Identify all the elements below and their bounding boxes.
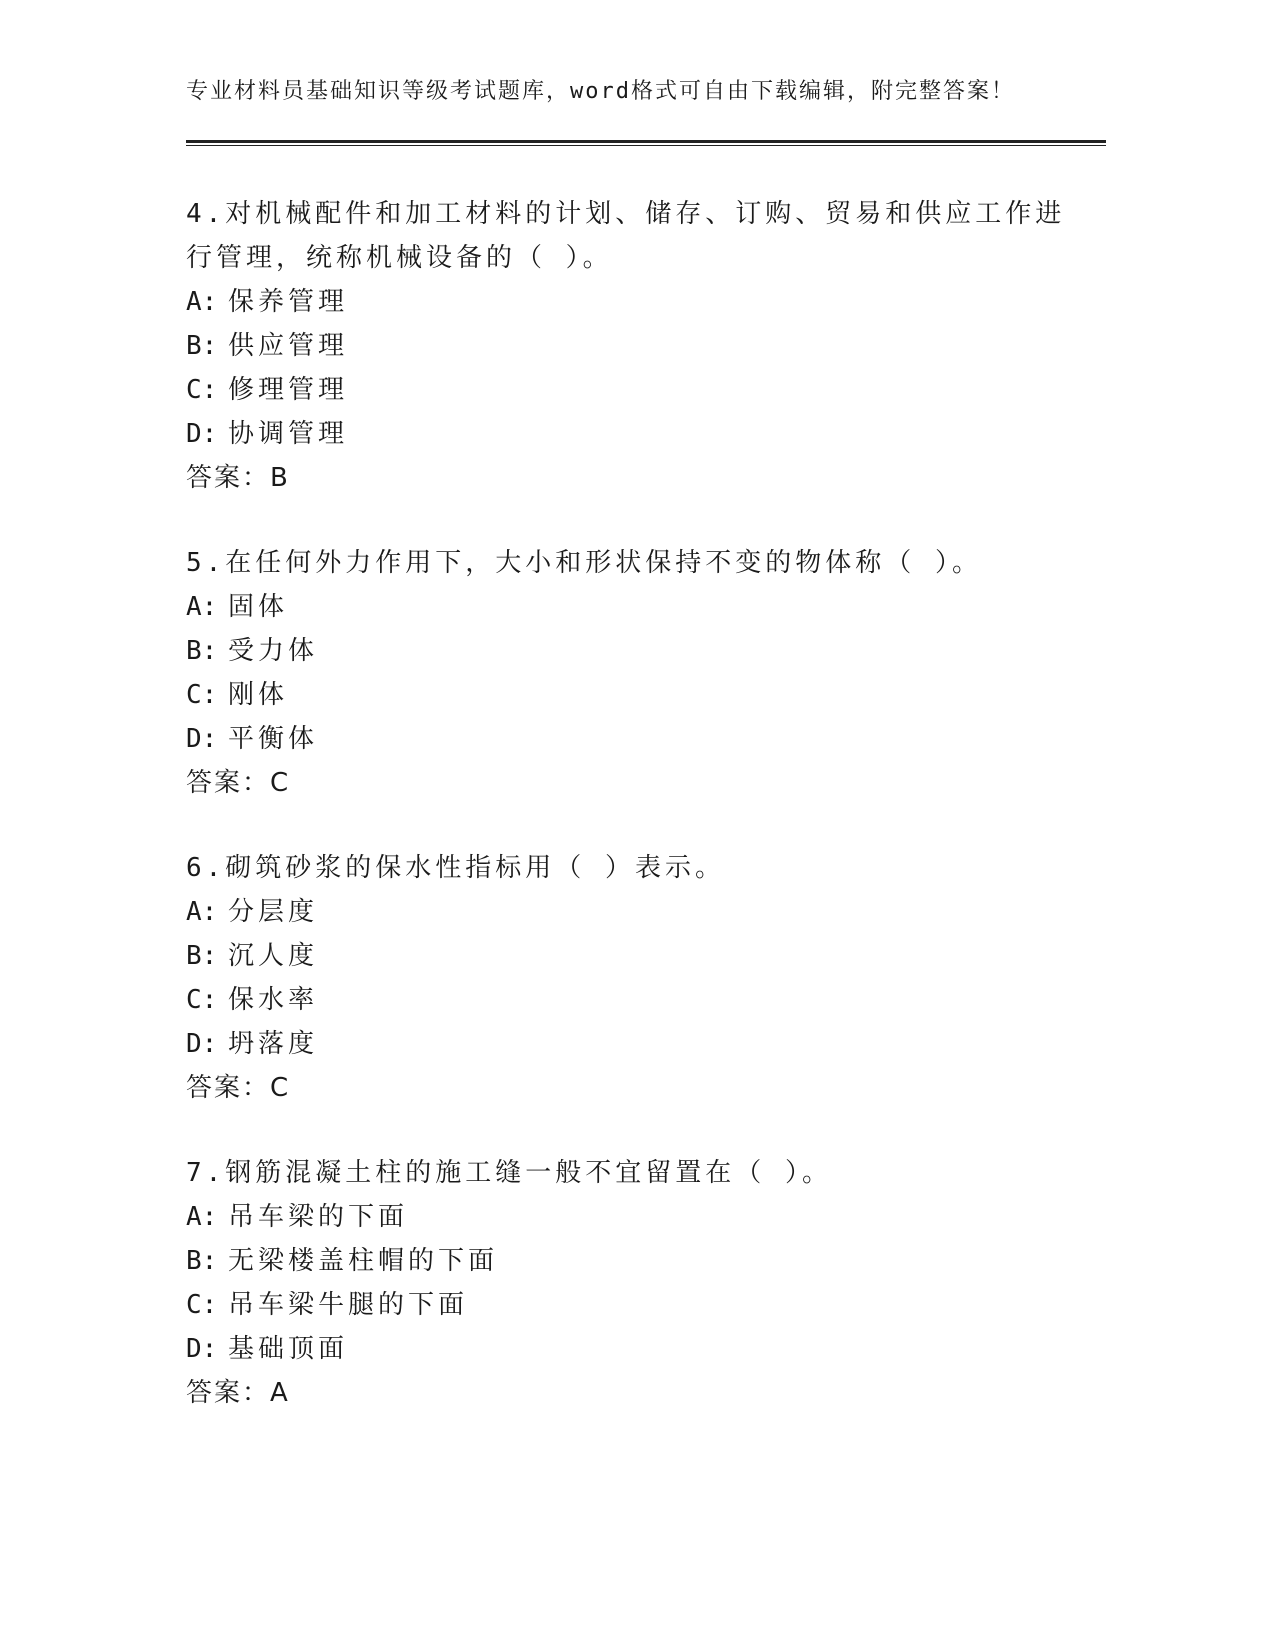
option-text: 保养管理 [228, 287, 349, 317]
header-rule-thick [186, 140, 1106, 143]
option-key: C: [186, 1290, 218, 1320]
option-text: 坍落度 [228, 1029, 319, 1059]
option-b [186, 1239, 1066, 1283]
answer: 答案：A [186, 1378, 290, 1408]
option-key: A: [186, 1202, 218, 1232]
option-key: D: [186, 419, 218, 449]
option-key: A: [186, 592, 218, 622]
option-c [186, 673, 1066, 717]
option-text: 沉人度 [228, 941, 319, 971]
question-7 [186, 1151, 1066, 1415]
option-text: 刚体 [228, 680, 289, 710]
answer: 答案：C [186, 1073, 291, 1103]
option-key: A: [186, 897, 218, 927]
option-key: D: [186, 1029, 218, 1059]
option-c [186, 978, 1066, 1022]
option-d [186, 1327, 1066, 1371]
option-d [186, 717, 1066, 761]
option-b [186, 934, 1066, 978]
option-text: 供应管理 [228, 331, 349, 361]
header-rule-thin [186, 145, 1106, 146]
option-a [186, 890, 1066, 934]
answer: 答案：B [186, 463, 290, 493]
option-a [186, 585, 1066, 629]
option-c [186, 368, 1066, 412]
option-text: 吊车梁牛腿的下面 [228, 1290, 469, 1320]
option-key: B: [186, 331, 218, 361]
option-key: B: [186, 1246, 218, 1276]
option-text: 无梁楼盖柱帽的下面 [228, 1246, 499, 1276]
question-5 [186, 541, 1066, 805]
option-text: 固体 [228, 592, 289, 622]
option-key: B: [186, 941, 218, 971]
option-key: C: [186, 985, 218, 1015]
option-a [186, 1195, 1066, 1239]
option-text: 保水率 [228, 985, 319, 1015]
option-text: 平衡体 [228, 724, 319, 754]
option-b [186, 629, 1066, 673]
option-key: C: [186, 375, 218, 405]
option-b [186, 324, 1066, 368]
option-key: D: [186, 724, 218, 754]
option-key: C: [186, 680, 218, 710]
option-a [186, 280, 1066, 324]
question-stem: 7.钢筋混凝土柱的施工缝一般不宜留置在（ ）。 [186, 1158, 832, 1188]
option-key: D: [186, 1334, 218, 1364]
option-text: 吊车梁的下面 [228, 1202, 409, 1232]
question-6 [186, 846, 1066, 1110]
option-text: 分层度 [228, 897, 319, 927]
option-d [186, 1022, 1066, 1066]
option-key: B: [186, 636, 218, 666]
answer: 答案：C [186, 768, 291, 798]
question-stem: 4.对机械配件和加工材料的计划、储存、订购、贸易和供应工作进行管理，统称机械设备的（ ）。 [186, 199, 1066, 273]
question-stem: 5.在任何外力作用下，大小和形状保持不变的物体称（ ）。 [186, 548, 982, 578]
question-stem: 6.砌筑砂浆的保水性指标用（ ）表示。 [186, 853, 725, 883]
option-text: 受力体 [228, 636, 319, 666]
option-c [186, 1283, 1066, 1327]
option-key: A: [186, 287, 218, 317]
option-text: 修理管理 [228, 375, 349, 405]
question-4 [186, 192, 1066, 500]
option-text: 基础顶面 [228, 1334, 349, 1364]
header-note: 专业材料员基础知识等级考试题库，word格式可自由下载编辑，附完整答案！ [186, 79, 1015, 104]
option-text: 协调管理 [228, 419, 349, 449]
option-d [186, 412, 1066, 456]
